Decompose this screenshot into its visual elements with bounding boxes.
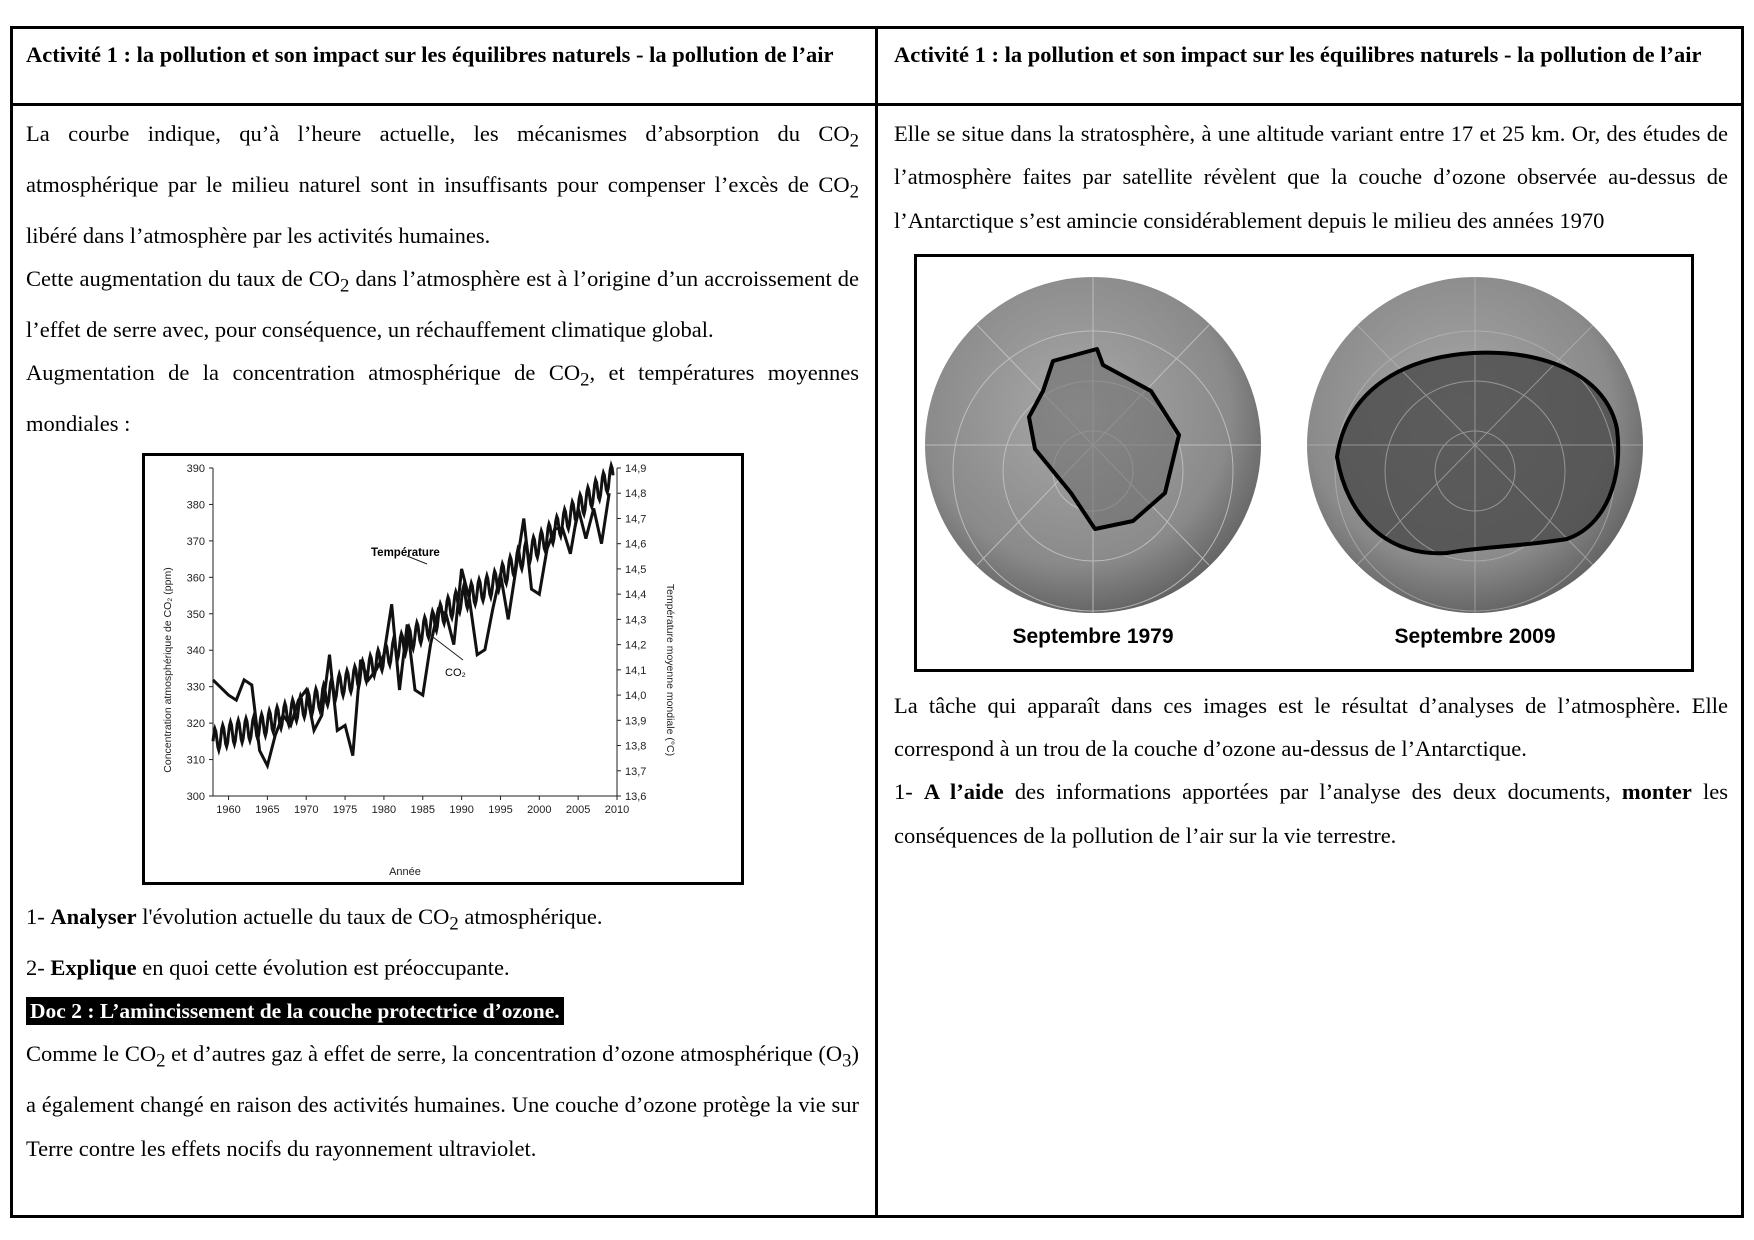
y-left-tick-label: 320 — [186, 718, 205, 731]
y-right-tick-label: 14,5 — [624, 564, 646, 577]
y-axis-right-label: Température moyenne mondiale (°C) — [663, 583, 676, 757]
globe-2009 — [1307, 277, 1643, 613]
left-column — [10, 26, 878, 1218]
x-tick-label: 1990 — [448, 804, 474, 817]
temperature-annotation: Température — [370, 547, 440, 560]
left-question-2: 2- Explique en quoi cette évolution est préoccupante. — [26, 954, 510, 980]
left-paragraph-3: Augmentation de la concentration atmosphérique de $CO_2$, et températures moyennes mondiales : — [26, 359, 859, 436]
right-paragraph-2: La tâche qui apparaît dans ces images est le résultat d’analyses de l’atmosphère. Elle correspond à un trou de la couche d’ozone au-dessus de l’Antarctique. — [894, 692, 1728, 762]
x-tick-label: 1980 — [371, 804, 396, 817]
y-right-tick-label: 14,4 — [624, 589, 646, 602]
right-paragraph-1: Elle se situe dans la stratosphère, à une altitude variant entre 17 et 25 km. Or, des études de l’atmosphère faites par satellite révèlent que la couche d’ozone observée au-dessus de l’Antarctique s’est amincie considérablement depuis le milieu des années 1970 — [894, 121, 1728, 233]
ozone-label-1979: Septembre 1979 — [1012, 624, 1174, 648]
x-tick-label: 1995 — [487, 804, 513, 817]
left-paragraph-1: La courbe indique, qu’à l’heure actuelle, les mécanismes d’absorption du $CO_2$ atmosphérique par le milieu naturel sont in insuffisants pour compenser l’excès de $CO_2$ libéré dans l’atmosphère par les activités humaines. — [26, 121, 859, 248]
left-paragraph-2: Cette augmentation du taux de $CO_2$ dans l’atmosphère est à l’origine d’un accroissement de l’effet de serre avec, pour conséquence, un réchauffement climatique global. — [26, 265, 859, 342]
y-right-tick-label: 14,0 — [624, 690, 646, 703]
y-right-tick-label: 13,7 — [624, 765, 646, 778]
right-column — [878, 26, 1744, 1218]
y-right-tick-label: 14,3 — [624, 614, 646, 627]
x-tick-label: 1970 — [293, 804, 318, 817]
x-tick-label: 1975 — [332, 804, 357, 817]
left-question-1: 1- Analyser l'évolution actuelle du taux de $CO_2$ atmosphérique. — [26, 904, 603, 935]
y-right-tick-label: 13,8 — [624, 740, 646, 753]
co2-temperature-chart — [142, 453, 744, 885]
y-right-tick-label: 14,7 — [624, 513, 646, 526]
y-left-tick-label: 310 — [186, 754, 205, 767]
y-left-tick-label: 330 — [186, 681, 205, 694]
left-paragraph-4: Comme le $CO_2$ et d’autres gaz à effet de serre, la concentration d’ozone atmosphérique $(O_3)$ a également changé en raison des activités humaines. Une couche d’ozone protège la vie sur Terre contre les effets nocifs du rayonnement ultraviolet. — [26, 1041, 859, 1161]
y-axis-left-label: Concentration atmosphérique de CO₂ (ppm) — [161, 567, 174, 773]
ozone-label-2009: Septembre 2009 — [1394, 624, 1556, 648]
chart-svg — [145, 456, 741, 882]
y-left-tick-label: 380 — [186, 499, 205, 512]
ozone-svg — [917, 257, 1691, 669]
left-header: Activité 1 : la pollution et son impact sur les équilibres naturels - la pollution de l’air — [10, 26, 875, 106]
y-right-tick-label: 14,2 — [624, 639, 646, 652]
y-left-tick-label: 350 — [186, 608, 205, 621]
y-left-tick-label: 370 — [186, 535, 205, 548]
right-question-1: 1- A l’aide des informations apportées par l’analyse des deux documents, monter les conséquences de la pollution de l’air sur la vie terrestre. — [894, 779, 1728, 848]
y-right-tick-label: 14,6 — [624, 538, 646, 551]
y-right-tick-label: 14,8 — [624, 488, 646, 501]
co2-annotation: CO₂ — [444, 667, 466, 680]
y-right-tick-label: 13,9 — [624, 715, 646, 728]
y-left-tick-label: 340 — [186, 645, 205, 658]
y-left-tick-label: 300 — [186, 791, 205, 804]
left-body — [10, 106, 875, 1170]
x-tick-label: 1965 — [254, 804, 280, 817]
doc2-title: Doc 2 : L’amincissement de la couche protectrice d’ozone. — [26, 997, 564, 1025]
y-right-tick-label: 14,9 — [624, 463, 646, 476]
ozone-images — [914, 254, 1694, 672]
x-tick-label: 1985 — [410, 804, 435, 817]
x-tick-label: 2005 — [565, 804, 590, 817]
y-right-tick-label: 13,6 — [624, 791, 646, 804]
x-tick-label: 2000 — [526, 804, 552, 817]
y-left-tick-label: 390 — [186, 463, 205, 476]
x-tick-label: 1960 — [215, 804, 241, 817]
x-tick-label: 2010 — [604, 804, 629, 817]
right-header: Activité 1 : la pollution et son impact sur les équilibres naturels - la pollution de l’air — [878, 26, 1744, 106]
right-body — [878, 106, 1744, 857]
co2-series-line — [213, 465, 613, 750]
y-right-tick-label: 14,1 — [624, 664, 646, 677]
x-axis-label: Année — [388, 866, 421, 879]
globe-1979 — [925, 277, 1261, 613]
y-left-tick-label: 360 — [186, 572, 205, 585]
